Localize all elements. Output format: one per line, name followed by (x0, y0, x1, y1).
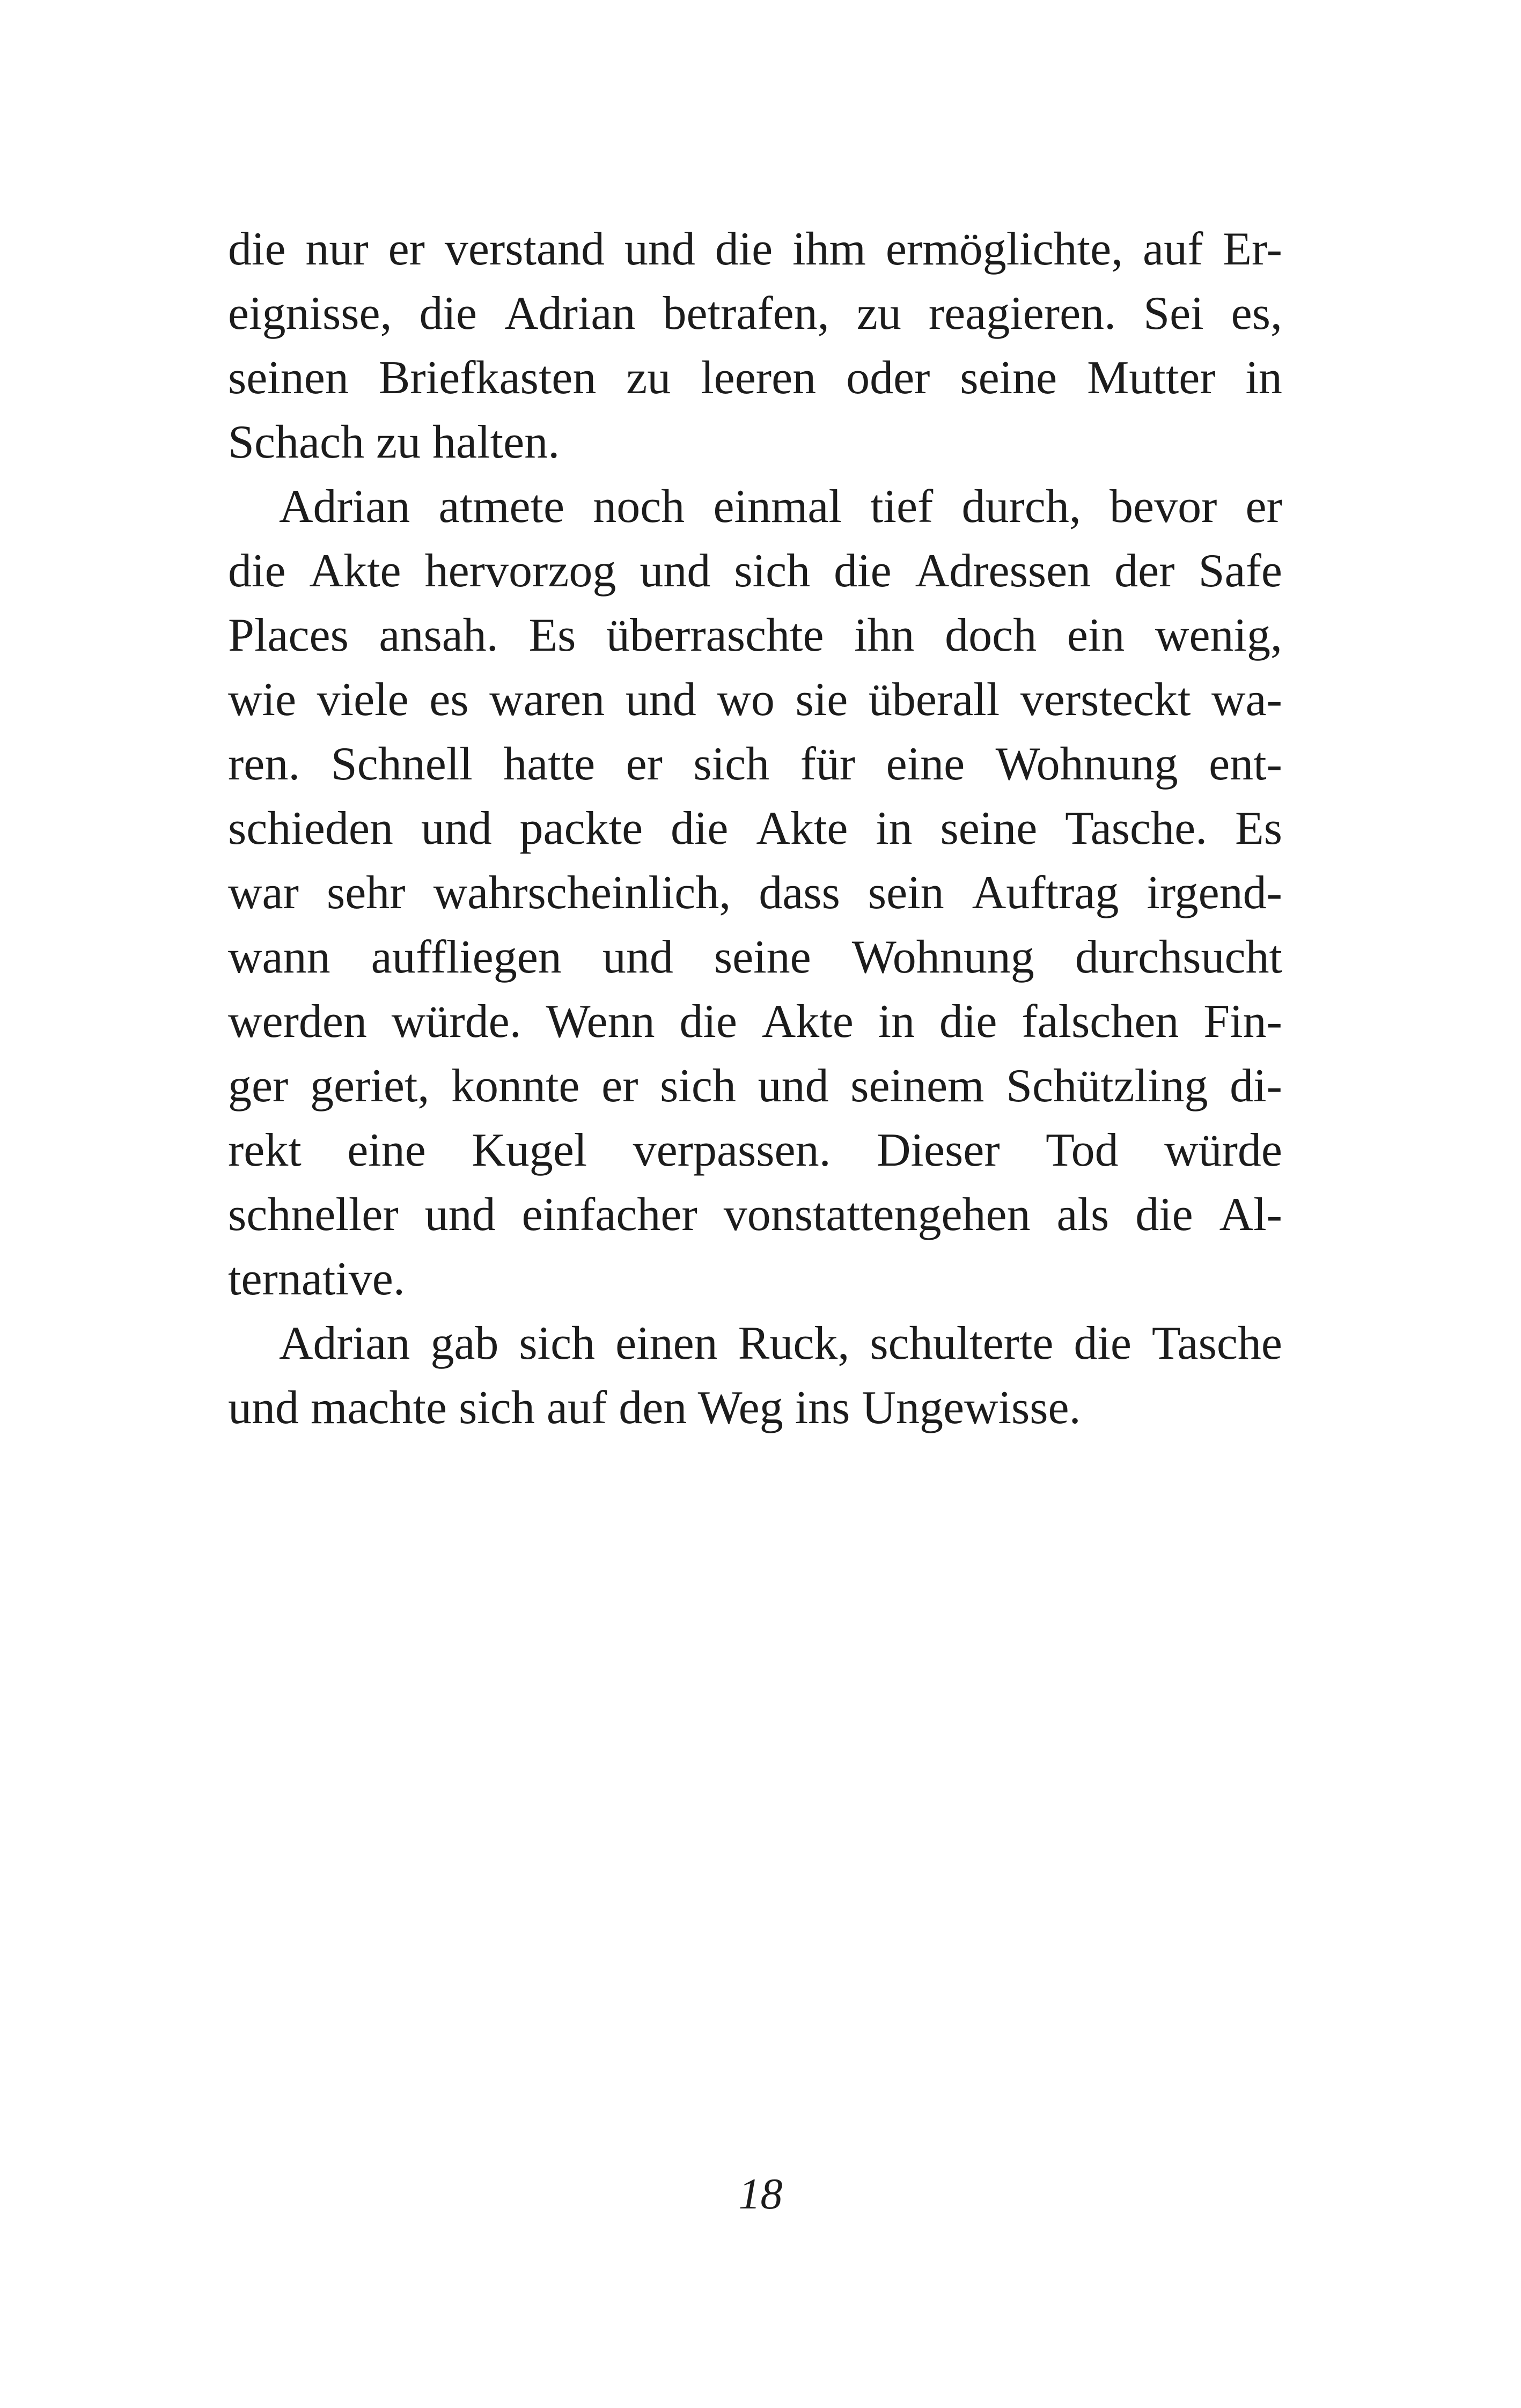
text-line: Places ansah. Es überraschte ihn doch ein wenig, (228, 609, 1282, 661)
text-line: Schach zu halten. (228, 416, 560, 468)
text-line: wie viele es waren und wo sie überall versteckt wa- (228, 674, 1282, 726)
text-line: eignisse, die Adrian betrafen, zu reagieren. Sei es, (228, 288, 1282, 340)
paragraph-2 (228, 475, 1282, 1312)
text-line: ger geriet, konnte er sich und seinem Schützling di- (228, 1060, 1282, 1112)
page-number: 18 (738, 2169, 783, 2218)
text-line: rekt eine Kugel verpassen. Dieser Tod würde (228, 1124, 1282, 1176)
text-line: werden würde. Wenn die Akte in die falschen Fin- (228, 996, 1282, 1048)
paragraph-1 (228, 217, 1282, 475)
text-line: Adrian atmete noch einmal tief durch, bevor er (279, 481, 1282, 533)
text-line: ren. Schnell hatte er sich für eine Wohnung ent- (228, 738, 1282, 790)
text-line: schneller und einfacher vonstattengehen als die Al- (228, 1189, 1282, 1241)
text-line: Adrian gab sich einen Ruck, schulterte die Tasche (279, 1317, 1282, 1369)
body-text (228, 217, 1282, 1440)
text-line: war sehr wahrscheinlich, dass sein Auftrag irgend- (228, 867, 1282, 919)
paragraph-3 (228, 1312, 1282, 1440)
text-line: seinen Briefkasten zu leeren oder seine Mutter in (228, 352, 1282, 404)
text-line: die nur er verstand und die ihm ermöglichte, auf Er- (228, 223, 1282, 275)
text-line: die Akte hervorzog und sich die Adressen der Safe (228, 545, 1282, 597)
text-line: wann auffliegen und seine Wohnung durchsucht (228, 931, 1282, 983)
text-line: und machte sich auf den Weg ins Ungewisse. (228, 1382, 1081, 1434)
text-line: ternative. (228, 1253, 405, 1305)
text-line: schieden und packte die Akte in seine Tasche. Es (228, 802, 1282, 855)
